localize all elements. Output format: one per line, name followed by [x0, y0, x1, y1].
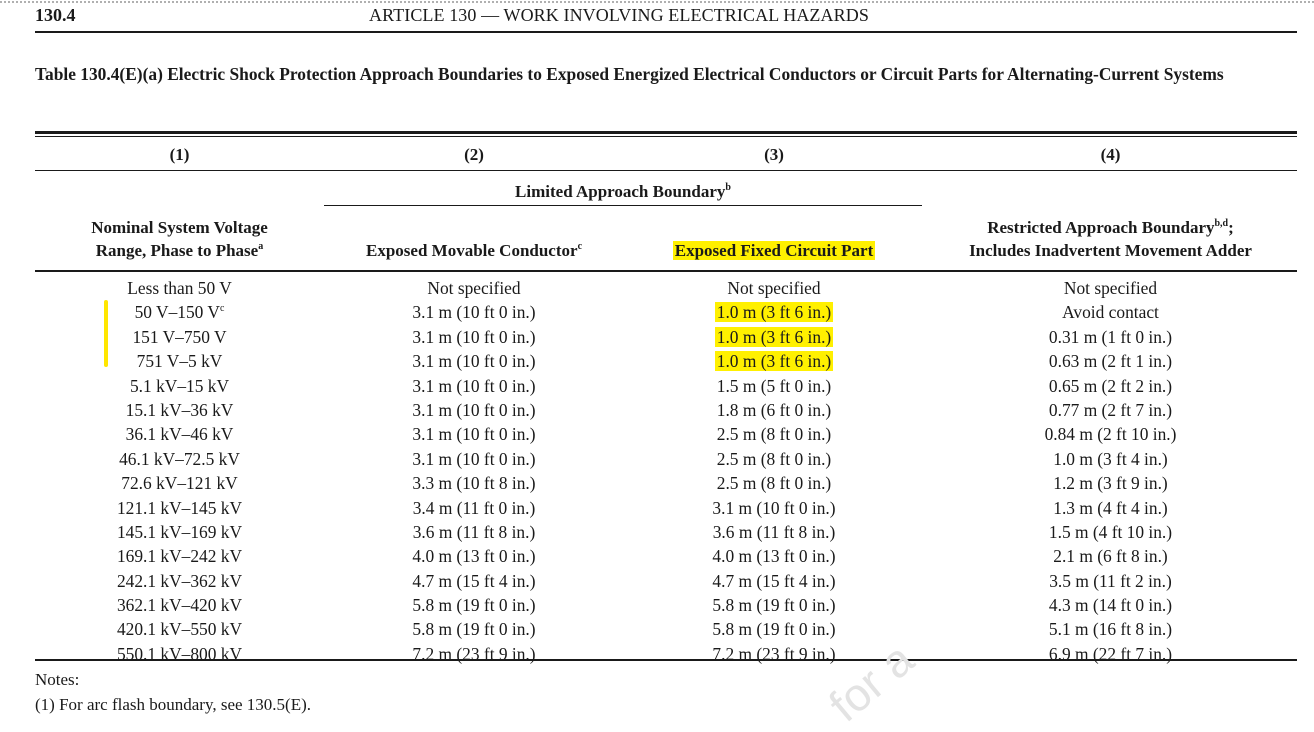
fixed-circuit-part-column [624, 276, 924, 666]
restricted-boundary-cell: Not specified [1063, 278, 1158, 298]
movable-conductor-cell: 5.8 m (19 ft 0 in.) [412, 595, 536, 616]
header-movable-footnote: c [577, 241, 583, 252]
movable-conductor-cell: Not specified [427, 278, 521, 298]
voltage-cell: 151 V–750 V [132, 326, 227, 347]
column-number-rule [35, 170, 1297, 171]
voltage-cell: 242.1 kV–362 kV [116, 570, 243, 591]
voltage-cell: 145.1 kV–169 kV [116, 521, 243, 542]
fixed-circuit-part-cell: 1.8 m (6 ft 0 in.) [716, 399, 832, 420]
restricted-boundary-cell: 1.3 m (4 ft 4 in.) [1053, 497, 1168, 518]
header-restricted-footnote: b,d [1214, 218, 1229, 229]
voltage-footnote: c [219, 303, 225, 315]
movable-conductor-cell: 5.8 m (19 ft 0 in.) [412, 619, 536, 640]
restricted-boundary-column [924, 276, 1297, 666]
voltage-cell: 751 V–5 kV [136, 351, 223, 372]
header-restricted-boundary [924, 216, 1297, 262]
fixed-circuit-part-cell: 1.5 m (5 ft 0 in.) [716, 375, 832, 396]
fixed-circuit-part-cell: 4.7 m (15 ft 4 in.) [712, 570, 836, 591]
fixed-circuit-part-cell: 2.5 m (8 ft 0 in.) [716, 473, 832, 494]
voltage-cell: 15.1 kV–36 kV [125, 399, 234, 420]
group-header-footnote: b [725, 182, 731, 193]
watermark: for a [819, 632, 923, 732]
movable-conductor-column [324, 276, 624, 666]
movable-conductor-cell: 3.4 m (11 ft 0 in.) [412, 497, 536, 518]
fixed-circuit-part-cell: 4.0 m (13 ft 0 in.) [712, 546, 836, 567]
table-top-rule-thin [35, 136, 1297, 137]
fixed-circuit-part-cell [624, 325, 924, 349]
header-restricted-line1: Restricted Approach Boundary$^{b,d}$; [987, 218, 1234, 237]
fixed-circuit-part-cell: 7.2 m (23 ft 9 in.) [712, 643, 836, 664]
fixed-circuit-part-cell: 5.8 m (19 ft 0 in.) [712, 619, 836, 640]
header-voltage-range [35, 216, 324, 262]
header-fixed-circuit-part [624, 239, 924, 262]
page-number: 130.4 [35, 5, 76, 25]
restricted-boundary-cell: 0.63 m (2 ft 1 in.) [1048, 351, 1173, 372]
restricted-boundary-cell: 2.1 m (6 ft 8 in.) [1053, 546, 1168, 567]
group-header-text: Limited Approach Boundary [515, 182, 726, 201]
table-caption: Table 130.4(E)(a) Electric Shock Protection Approach Boundaries to Exposed Energized Electrical Conductors or Circuit Parts for Alternating-Current Systems [35, 64, 1224, 84]
restricted-boundary-cell: 0.65 m (2 ft 2 in.) [1048, 375, 1173, 396]
highlighted-value: 1.0 m (3 ft 6 in.) [716, 326, 832, 347]
restricted-boundary-cell: 1.2 m (3 ft 9 in.) [1053, 473, 1168, 494]
movable-conductor-cell: 3.1 m (10 ft 0 in.) [412, 424, 536, 445]
movable-conductor-cell: 3.6 m (11 ft 8 in.) [412, 521, 536, 542]
movable-conductor-cell: 4.7 m (15 ft 4 in.) [412, 570, 536, 591]
fixed-circuit-part-cell: 2.5 m (8 ft 0 in.) [716, 448, 832, 469]
highlighted-value: 1.0 m (3 ft 6 in.) [716, 351, 832, 372]
voltage-cell: 550.1 kV–800 kV [116, 643, 243, 664]
restricted-boundary-cell: 0.84 m (2 ft 10 in.) [1044, 424, 1177, 445]
fixed-circuit-part-cell: 3.1 m (10 ft 0 in.) [712, 497, 836, 518]
table-notes [35, 667, 311, 717]
voltage-cell: Less than 50 V [127, 278, 232, 298]
header-movable-conductor: Exposed Movable Conductor$^c$ [365, 241, 583, 260]
restricted-boundary-cell: 0.31 m (1 ft 0 in.) [1048, 326, 1173, 347]
group-header-rule [324, 205, 922, 206]
fixed-circuit-part-cell: 2.5 m (8 ft 0 in.) [716, 424, 832, 445]
page-top-dotted-edge [0, 1, 1314, 3]
movable-conductor-cell: 3.3 m (10 ft 8 in.) [412, 473, 536, 494]
voltage-cell: 36.1 kV–46 kV [125, 424, 234, 445]
voltage-cell: 50 V–150 $V^c$ [134, 302, 225, 323]
voltage-cell: 46.1 kV–72.5 kV [119, 448, 240, 469]
restricted-boundary-cell: 1.5 m (4 ft 10 in.) [1048, 521, 1173, 542]
column-number-2: (2) [464, 145, 484, 164]
restricted-boundary-cell: 6.9 m (22 ft 7 in.) [1048, 643, 1173, 664]
voltage-cell: 121.1 kV–145 kV [116, 497, 243, 518]
movable-conductor-cell: 7.2 m (23 ft 9 in.) [412, 643, 536, 664]
page-header [35, 5, 1295, 29]
voltage-cell: 72.6 kV–121 kV [121, 473, 238, 494]
header-restricted-line2: Includes Inadvertent Movement Adder [969, 241, 1252, 260]
restricted-boundary-cell: 0.77 m (2 ft 7 in.) [1048, 399, 1173, 420]
restricted-boundary-cell: Avoid contact [1062, 302, 1159, 323]
movable-conductor-cell: 3.1 m (10 ft 0 in.) [412, 399, 536, 420]
running-title: ARTICLE 130 — WORK INVOLVING ELECTRICAL HAZARDS [369, 5, 869, 25]
column-number-3: (3) [764, 145, 784, 164]
notes-heading: Notes: [35, 670, 80, 689]
header-voltage-line2: Range, Phase to Phase$^a$ [95, 241, 264, 260]
fixed-circuit-part-cell: Not specified [727, 278, 821, 298]
movable-conductor-cell: 3.1 m (10 ft 0 in.) [412, 326, 536, 347]
fixed-circuit-part-cell: 3.6 m (11 ft 8 in.) [712, 521, 836, 542]
restricted-boundary-cell: 4.3 m (14 ft 0 in.) [1048, 595, 1173, 616]
header-voltage-line1: Nominal System Voltage [91, 218, 268, 237]
movable-conductor-cell: 3.1 m (10 ft 0 in.) [412, 351, 536, 372]
note-item: (1) For arc flash boundary, see 130.5(E). [35, 695, 312, 714]
voltage-cell: 169.1 kV–242 kV [116, 546, 243, 567]
restricted-boundary-cell: 5.1 m (16 ft 8 in.) [1048, 619, 1173, 640]
header-fixed-highlight: Exposed Fixed Circuit Part [674, 241, 874, 260]
movable-conductor-cell: 3.1 m (10 ft 0 in.) [412, 302, 536, 323]
fixed-circuit-part-cell [624, 349, 924, 373]
voltage-cell: 362.1 kV–420 kV [116, 595, 243, 616]
header-bottom-rule [35, 270, 1297, 272]
highlighted-value: 1.0 m (3 ft 6 in.) [716, 302, 832, 323]
fixed-circuit-part-cell: 5.8 m (19 ft 0 in.) [712, 595, 836, 616]
movable-conductor-cell: 3.1 m (10 ft 0 in.) [412, 448, 536, 469]
voltage-cell: 420.1 kV–550 kV [116, 619, 243, 640]
restricted-boundary-cell: 1.0 m (3 ft 4 in.) [1053, 448, 1168, 469]
column-number-1: (1) [169, 145, 190, 164]
movable-conductor-cell: 3.1 m (10 ft 0 in.) [412, 375, 536, 396]
fixed-circuit-part-cell [624, 300, 924, 324]
movable-conductor-cell: 4.0 m (13 ft 0 in.) [412, 546, 536, 567]
voltage-cell: 5.1 kV–15 kV [129, 375, 230, 396]
restricted-boundary-cell: 3.5 m (11 ft 2 in.) [1049, 570, 1172, 591]
limited-approach-group-header [324, 180, 922, 203]
column-number-4: (4) [1100, 145, 1121, 164]
header-voltage-footnote: a [258, 241, 264, 252]
header-rule [35, 31, 1297, 33]
voltage-column [35, 276, 324, 666]
table-top-rule-thick [35, 131, 1297, 134]
